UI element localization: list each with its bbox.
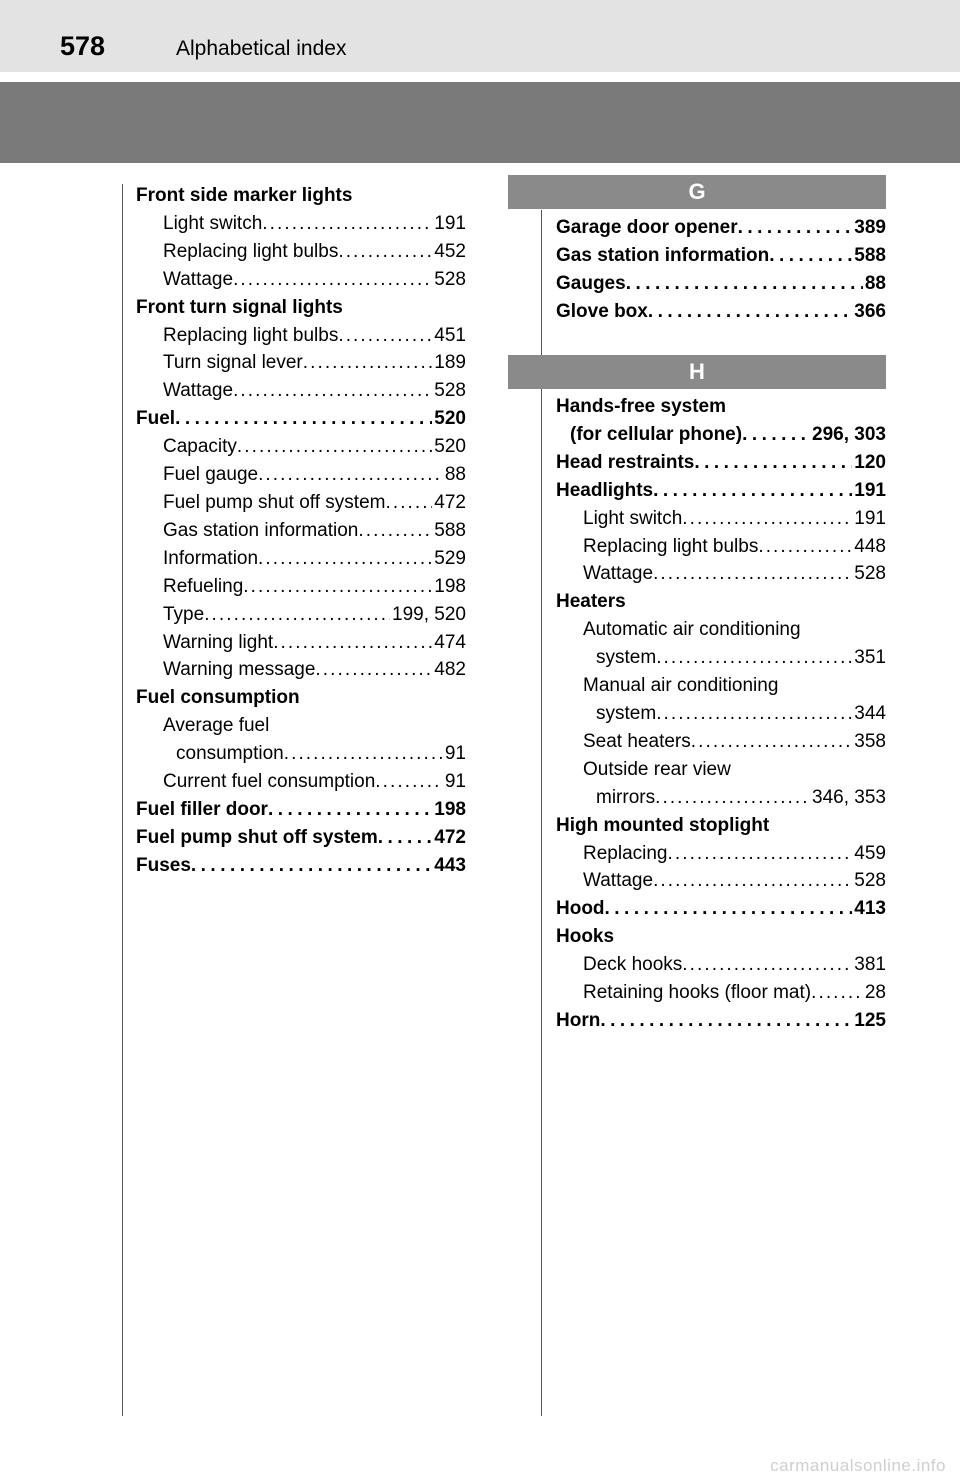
index-subentry	[136, 545, 466, 573]
entry-label: Seat heaters	[583, 730, 691, 752]
entry-label: consumption	[176, 743, 284, 765]
page-ref: 528	[434, 380, 466, 402]
index-subentry	[136, 489, 466, 517]
entry-label: Information	[163, 547, 259, 569]
index-entry	[136, 824, 466, 852]
entry-label: Wattage	[163, 268, 234, 290]
index-subentry	[136, 266, 466, 294]
entry-label: Current fuel consumption	[163, 771, 376, 793]
dot-leader	[268, 796, 432, 824]
entry-label: system	[596, 647, 657, 669]
dot-leader	[655, 784, 810, 812]
dot-leader	[243, 573, 432, 601]
entry-label: Replacing	[583, 842, 668, 864]
entry-label: Turn signal lever	[163, 352, 303, 374]
page-ref: 588	[434, 519, 466, 541]
dot-leader	[648, 298, 852, 326]
page-ref: 191	[434, 212, 466, 234]
entry-label: Warning message	[163, 659, 316, 681]
entry-label: Hood	[556, 898, 605, 920]
dot-leader	[233, 377, 432, 405]
dot-leader	[668, 840, 853, 868]
dot-leader	[758, 533, 852, 561]
dot-leader	[691, 728, 853, 756]
dot-leader	[375, 768, 443, 796]
index-heading: Heaters	[556, 591, 626, 613]
page-ref: 482	[434, 659, 466, 681]
page-ref: 443	[434, 854, 466, 876]
entry-label: Garage door opener	[556, 217, 738, 238]
page-ref: 528	[434, 268, 466, 290]
dot-leader	[338, 322, 432, 350]
index-subentry	[136, 629, 466, 657]
entry-label: Gas station information	[556, 244, 770, 266]
page-ref: 448	[854, 535, 886, 557]
index-subentry	[136, 517, 466, 545]
entry-label: system	[596, 702, 657, 724]
dot-leader	[191, 852, 432, 880]
index-heading: Fuel consumption	[136, 687, 300, 709]
page-ref: 344	[854, 702, 886, 724]
entry-label: Wattage	[583, 563, 654, 585]
dot-leader	[358, 517, 432, 545]
page-ref: 91	[444, 771, 466, 793]
dot-leader	[233, 266, 432, 294]
entry-label: Fuel filler door	[136, 798, 268, 820]
index-entry	[556, 895, 886, 923]
index-subentry	[136, 377, 466, 405]
page-ref: 198	[434, 575, 466, 597]
header-band	[0, 0, 960, 72]
entry-label: mirrors	[596, 786, 656, 808]
page-ref: 452	[434, 240, 466, 262]
page-ref: 451	[434, 324, 466, 346]
dot-leader	[175, 405, 432, 433]
index-subentry	[136, 322, 466, 350]
page-ref: 474	[434, 631, 466, 653]
index-entry	[556, 477, 886, 505]
entry-label: Type	[163, 603, 205, 625]
entry-label: Replacing light bulbs	[163, 324, 339, 346]
dot-leader	[303, 349, 433, 377]
page-ref: 346, 353	[812, 786, 886, 808]
page-ref: 520	[434, 436, 466, 458]
dot-leader	[237, 433, 432, 461]
page-ref: 358	[854, 730, 886, 752]
index-subentry	[556, 951, 886, 979]
page-ref: 459	[854, 842, 886, 864]
page-ref: 472	[434, 826, 466, 848]
index-subentry	[136, 238, 466, 266]
index-entry	[556, 242, 886, 270]
index-entry	[556, 449, 886, 477]
index-subentry	[136, 573, 466, 601]
index-entry	[556, 214, 886, 242]
index-subentry	[556, 840, 886, 868]
dot-leader	[262, 210, 432, 238]
dot-leader	[385, 489, 432, 517]
index-subentry	[136, 210, 466, 238]
dot-leader	[653, 477, 852, 505]
index-subentry	[136, 349, 466, 377]
dot-leader	[653, 560, 852, 588]
dot-leader	[769, 242, 852, 270]
dot-leader	[315, 656, 432, 684]
index-subentry	[556, 700, 886, 728]
dot-leader	[656, 644, 852, 672]
index-section-h	[556, 393, 886, 1035]
column-divider-rule	[541, 210, 542, 1416]
index-column-left	[136, 182, 466, 880]
dot-leader	[284, 740, 443, 768]
page-ref: 28	[864, 982, 886, 1004]
dot-leader	[600, 1007, 852, 1035]
page-ref: 120	[854, 451, 886, 473]
entry-label: Deck hooks	[583, 954, 683, 976]
entry-label: Gauges	[556, 272, 626, 294]
page-ref: 198	[434, 798, 466, 820]
page-ref: 191	[854, 507, 886, 529]
entry-label: Gas station information	[163, 519, 359, 541]
page-ref: 520	[434, 408, 466, 430]
dot-leader	[811, 979, 863, 1007]
dot-leader	[204, 601, 390, 629]
dot-leader	[626, 270, 863, 298]
entry-label: Light switch	[163, 212, 263, 234]
entry-label: Fuses	[136, 854, 191, 876]
index-heading: Front side marker lights	[136, 185, 353, 206]
page-ref: 366	[854, 300, 886, 322]
entry-label: Fuel pump shut off system	[136, 826, 378, 848]
dot-leader	[682, 951, 852, 979]
index-entry	[136, 405, 466, 433]
entry-label: (for cellular phone)	[570, 423, 743, 445]
index-subentry	[556, 979, 886, 1007]
dot-leader	[694, 449, 852, 477]
dot-leader	[338, 238, 432, 266]
page-ref: 296, 303	[812, 423, 886, 445]
page-title: Alphabetical index	[176, 37, 347, 60]
index-subentry	[136, 461, 466, 489]
dot-leader	[605, 895, 853, 923]
page-ref: 381	[854, 954, 886, 976]
entry-label: Fuel	[136, 408, 176, 430]
index-entry	[556, 270, 886, 298]
index-entry	[556, 298, 886, 326]
index-subentry	[136, 740, 466, 768]
dot-leader	[656, 700, 852, 728]
page-ref: 91	[444, 743, 466, 765]
index-subentry	[136, 768, 466, 796]
page-ref: 125	[854, 1009, 886, 1031]
section-letter-h: H	[508, 355, 886, 389]
index-subentry	[556, 560, 886, 588]
index-subentry	[556, 867, 886, 895]
page-ref: 189	[434, 352, 466, 374]
page-ref: 529	[434, 547, 466, 569]
index-subentry	[556, 533, 886, 561]
index-entry	[136, 796, 466, 824]
page-ref: 351	[854, 647, 886, 669]
index-subheading: Manual air conditioning	[583, 675, 779, 697]
index-heading: Front turn signal lights	[136, 296, 343, 318]
entry-label: Horn	[556, 1009, 601, 1031]
entry-label: Capacity	[163, 436, 237, 458]
index-heading: Hands-free system	[556, 396, 727, 417]
dot-leader	[378, 824, 433, 852]
index-subheading: Automatic air conditioning	[583, 619, 801, 641]
dot-leader	[273, 629, 432, 657]
entry-label: Fuel gauge	[163, 464, 259, 486]
page-ref: 528	[854, 870, 886, 892]
index-subheading: Outside rear view	[583, 758, 731, 780]
index-subentry	[136, 433, 466, 461]
index-subentry	[556, 728, 886, 756]
index-entry	[556, 1007, 886, 1035]
entry-label: Headlights	[556, 479, 654, 501]
entry-label: Glove box	[556, 300, 648, 322]
index-subentry	[556, 505, 886, 533]
index-subentry	[556, 421, 886, 449]
index-heading: Hooks	[556, 926, 615, 948]
watermark: carmanualsonline.info	[770, 1456, 946, 1475]
dot-leader	[258, 461, 443, 489]
index-subentry	[136, 601, 466, 629]
page-ref: 389	[854, 217, 886, 238]
entry-label: Fuel pump shut off system	[163, 491, 386, 513]
entry-label: Wattage	[163, 380, 234, 402]
entry-label: Replacing light bulbs	[583, 535, 759, 557]
left-margin-rule	[122, 184, 123, 1416]
index-subheading: Average fuel	[163, 715, 270, 737]
dot-leader	[258, 545, 432, 573]
page-ref: 191	[854, 479, 886, 501]
dot-leader	[682, 505, 852, 533]
page-ref: 528	[854, 563, 886, 585]
page-ref: 199, 520	[392, 603, 466, 625]
entry-label: Warning light	[163, 631, 274, 653]
section-letter-g: G	[508, 175, 886, 209]
dot-leader	[738, 214, 853, 242]
index-section-g	[556, 214, 886, 326]
page-number: 578	[60, 31, 106, 61]
entry-label: Refueling	[163, 575, 244, 597]
entry-label: Replacing light bulbs	[163, 240, 339, 262]
page-ref: 88	[864, 272, 886, 294]
dot-leader	[742, 421, 810, 449]
index-subentry	[136, 656, 466, 684]
index-entry	[136, 852, 466, 880]
page-ref: 588	[854, 244, 886, 266]
page-ref: 413	[854, 898, 886, 920]
index-heading: High mounted stoplight	[556, 814, 770, 836]
entry-label: Retaining hooks (floor mat)	[583, 982, 812, 1004]
index-subentry	[556, 644, 886, 672]
entry-label: Head restraints	[556, 451, 695, 473]
header-dark-band	[0, 82, 960, 163]
page-ref: 472	[434, 491, 466, 513]
entry-label: Light switch	[583, 507, 683, 529]
index-subentry	[556, 784, 886, 812]
entry-label: Wattage	[583, 870, 654, 892]
page-ref: 88	[444, 464, 466, 486]
dot-leader	[653, 867, 852, 895]
